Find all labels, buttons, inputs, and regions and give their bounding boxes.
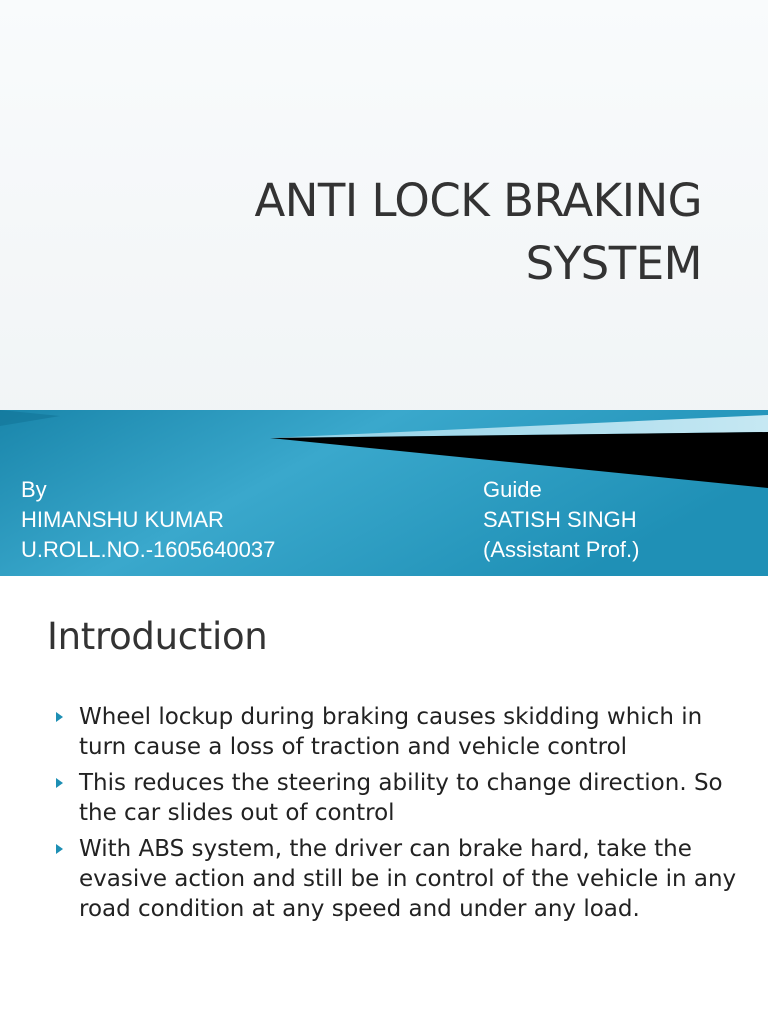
bullet-list [54,702,744,930]
triangle-bullet-icon [56,712,63,722]
slide-title-line-1: ANTI LOCK BRAKING [254,174,702,227]
bullet-text: Wheel lockup during braking causes skidding which in turn cause a loss of traction and vehicle control [79,704,703,760]
guide-designation: (Assistant Prof.) [483,537,640,562]
author-block [21,475,275,565]
guide-name: SATISH SINGH [483,507,637,532]
guide-block [483,475,639,565]
author-label: By [21,477,47,502]
triangle-bullet-icon [56,844,63,854]
slide-title: Introduction [47,615,268,658]
list-item [54,702,744,762]
author-name: HIMANSHU KUMAR [21,507,224,532]
author-roll-number: U.ROLL.NO.-1605640037 [21,537,276,562]
slide-title-line-2: SYSTEM [525,237,702,290]
bullet-text: With ABS system, the driver can brake hard, take the evasive action and still be in control of the vehicle in any road condition at any speed and under any load. [79,836,737,922]
bullet-text: This reduces the steering ability to change direction. So the car slides out of control [79,770,723,826]
introduction-slide [0,600,768,1024]
list-item [54,768,744,828]
triangle-bullet-icon [56,778,63,788]
list-item [54,834,744,924]
guide-label: Guide [483,477,542,502]
